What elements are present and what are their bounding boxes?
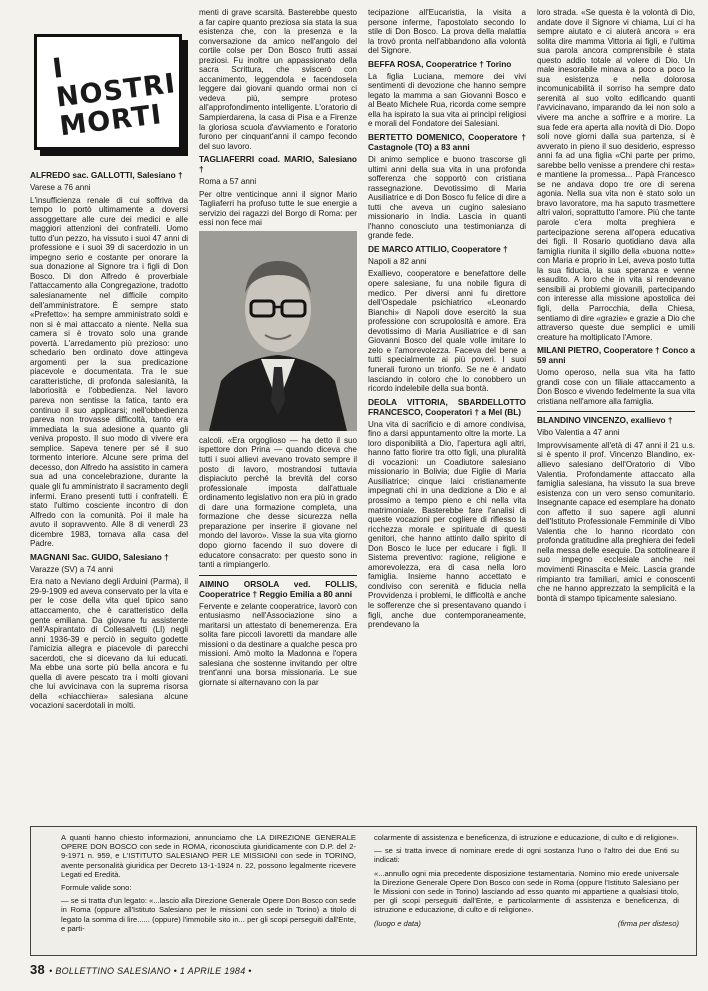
portrait-photo — [199, 231, 357, 431]
place-date-label: (luogo e data) — [374, 918, 421, 928]
column-divider — [199, 575, 357, 576]
obituary-heading: BEFFA ROSA, Cooperatrice † Torino — [368, 58, 512, 69]
legacy-formula-heading: Formule valide sono: — [61, 883, 132, 893]
column-2 — [199, 8, 357, 823]
obituary-text: Fervente e zelante cooperatrice, lavorò con entusiasmo nell'Associazione sino a maritarsi un attestato di benemerenza. Era solita fare piccoli lavoretti da mandare alle missioni o da destinare a qualche pesca pro missioni. Amò molto la Madonna e l'opera salesiana che sostenne invitando per oltre trent'anni una borsa missionaria. Le sue giornate si alternavano con la par — [199, 601, 357, 687]
publication-line: • BOLLETTINO SALESIANO • 1 APRILE 1984 • — [49, 966, 252, 976]
obituary-heading: DEOLA VITTORIA, SBARDELLOTTO FRANCESCO, Cooperatori † a Mel (BL) — [368, 396, 526, 417]
title-frame — [34, 34, 182, 150]
legacy-info-left — [61, 833, 356, 937]
column-1 — [30, 8, 188, 823]
section-title: I NOSTRI MORTI — [50, 52, 178, 143]
signature-label: (firma per disteso) — [617, 918, 679, 928]
obituary-text: Uomo operoso, nella sua vita ha fatto grandi cose con un filiale attaccamento a Don Bosco e vivendo fedelmente la sua vita cristiana nell'amore alla famiglia. — [537, 368, 695, 406]
obituary-heading: AIMINO ORSOLA ved. FOLLIS, Cooperatrice † Reggio Emilia a 80 anni — [199, 578, 357, 599]
obituary-heading: TAGLIAFERRI coad. MARIO, Salesiano † — [199, 154, 357, 175]
column-3 — [368, 8, 526, 823]
obituary-heading: BLANDINO VINCENZO, exallievo † — [537, 415, 673, 426]
obituary-heading: MAGNANI Sac. GUIDO, Salesiano † — [30, 551, 169, 562]
section-title-box — [30, 8, 188, 170]
obituary-place: Varese a 76 anni — [30, 183, 91, 192]
obituary-text: tecipazione all'Eucaristia, la visita a persone inferme, l'apostolato secondo lo stile di Don Bosco. La prova della malattia la trovò pronta nell'abbandono alla volontà del Signore. — [368, 8, 526, 56]
obituary-text: L'insufficienza renale di cui soffriva da tempo lo portò ultimamente a doversi assoggettare alle cure dei medici e alle maggiori attenzioni dei confratelli. Uomo tutto d'un pezzo, ha vissuto i suoi 47 anni di professione e i suoi 39 di sacerdozio in un impegno serio e costante per onorare la sua donazione al Signore tra i figli di Don Bosco. Di don Alfredo è proverbiale l'attaccamento alla Congregazione, tradotto salesianamente nel difficile compito dell'amministratore. È sempre stato «Prefetto»: ha sempre amministrato soldi e non si è mai attaccato a niente. Nella sua camera si è trovato solo una grande povertà. L'arredamento più prezioso: uno schedario ben ordinato dove attingeva argomenti per la sua predicazione piacevole e documentata. Tra le sue caratteristiche, di profonda salesianità, la laboriosità e l'obbedienza. Nel lavoro pareva non sentisse la fatica, tanto era continuo il suo applicarsi; nell'obbedienza pareva non trovasse difficoltà, tanto era immediata la sua adesione a quanto gli veniva proposto. Il suo modo di vivere era semplice. Sapeva tenere per sé il suo tormento interiore. Alcune sere prima del decesso, don Alfredo ha assistito in camera sua ad una concelebrazione, durante la quale gli fu amministrato il sacramento degli infermi. Erano presenti tutti i confratelli. È stato l'ultimo cosciente incontro di don Alfredo con la comunità. Poi il male ha avuto il sopravvento. Alle 8 di venerdì 23 dicembre 1983, tornava alla casa del Padre. — [30, 195, 188, 549]
obituary-place: Vibo Valentia a 47 anni — [537, 428, 620, 438]
obituary-text: Una vita di sacrificio e di amore condivisa, fino a darsi appuntamento oltre la morte. La loro disponibilità a Dio, l'apertura agli altri, hanno fatto fiorire tra otto figli, una pluralità di vocazioni: un Coadiutore salesiano missionario in Bolivia; due Figlie di Maria Ausiliatrice; cinque laici cristianamente impegnati chi in una dedizione a Dio e al prossimo a tempo pieno e chi nella vita matrimoniale. Basterebbe fare l'analisi di queste vocazioni per cogliere di riflesso la ricchezza morale e spirituale di questi genitori, che hanno attinto dallo spirito di Don Bosco le luce per educare i figli. Il Sistema preventivo: ragione, religione e amorevolezza, era di casa nella loro famiglia. Insieme hanno accettato e condiviso con serenità e fiducia nella Provvidenza i problemi, le difficoltà e anche le sofferenze che si presentavano quando i figli, anche due contemporaneamente, prendevano la — [368, 419, 526, 630]
legacy-intro: A quanti hanno chiesto informazioni, annunciamo che LA DIREZIONE GENERALE OPERE DON BOSCO con sede in ROMA, riconosciuta giuridicamente con D.P. del 2-9-1971 n. 959, e L'ISTITUTO SALESIANO PER LE MISSIONI con sede in TORINO, avente personalità giuridica per Decreto 13-1-1924 n. 22, possono legalmente ricevere Legati ed Eredità. — [61, 833, 356, 879]
obituary-text: Di animo semplice e buono trascorse gli ultimi anni della sua vita in una profonda sofferenza che sopportò con cristiana rassegnazione. Devotissimo di Maria Ausiliatrice e di Don Bosco fu felice di dire a tutti che aveva un cugino salesiano missionario in India. Lascia in quanti l'hanno conosciuto una testimonianza di grande fede. — [368, 155, 526, 241]
obituary-text: menti di grave scarsità. Basterebbe questo a far capire quanto preziosa sia stata la sua esistenza che, con la presenza e la conversazione da amico nell'angolo del cortile colse per Don Bosco frutti assai preziosi. Fu inoltre un appassionato della sacra Scrittura, che sviscerò con accanimento, leggendola e facendosela leggere dai giovani quando ormai non ci vedeva più, sempre proteso all'approfondimento intelligente. L'oratorio di Sampierdarena, la casa di Pisa e a Firenze la gloriosa scuola d'avviamento e l'oratorio furono per cinquant'anni il campo fecondo del suo lavoro. — [199, 8, 357, 151]
obituary-heading: MILANI PIETRO, Cooperatore † Conco a 59 anni — [537, 345, 695, 366]
obituary-heading: DE MARCO ATTILIO, Cooperatore † — [368, 243, 508, 254]
legacy-info-box — [30, 826, 697, 956]
column-1-content — [30, 170, 188, 711]
obituary-text: Per oltre venticinque anni il signor Mario Tagliaferri ha profuso tutte le sue energie a servizio dei ragazzi del Borgo di Roma: per essi non fece mai — [199, 189, 357, 228]
obituary-text: calcoli. «Era orgoglioso — ha detto il suo ispettore don Prina — quando diceva che tutti i suoi allievi avevano trovato sempre il posto di lavoro, mostrandosi tuttavia dispiaciuto perché la brevità del corso professionale imposta dall'attuale ordinamento legislativo non era più in grado di dare una formazione completa, una formazione che desse sicurezza nella preparazione per inserire il giovane nel mondo del lavoro». Visse la sua vita giorno dopo giorno facendo il suo dovere di educatore consacrato: per questo sono in tanti a rimpiangerlo. — [199, 435, 357, 570]
obituary-place: Roma a 57 anni — [199, 177, 257, 187]
page-footer — [30, 962, 252, 977]
legacy-heir-formula: «...annullo ogni mia precedente disposizione testamentaria. Nomino mio erede universale la Direzione Generale Opere Don Bosco con sede in Roma (oppure l'Istituto Salesiano per le Missioni con sede in Torino) lasciando ad esso quanto mi appartiene a qualsiasi titolo, per gli scopi perseguiti dall'Ente, e particolarmente di assistenza e beneficenza, di istruzione e educazione, di culto e di religione». — [374, 868, 679, 915]
obituary-heading: BERTETTO DOMENICO, Cooperatore † Castagnole (TO) a 83 anni — [368, 132, 526, 153]
legacy-info-right — [374, 833, 679, 930]
legacy-heir-intro: — se si tratta invece di nominare erede di ogni sostanza l'uno o l'altro dei due Enti su indicati: — [374, 846, 679, 865]
column-4 — [537, 8, 695, 823]
obituary-place: Napoli a 82 anni — [368, 256, 427, 266]
legacy-bequest-formula: — se si tratta d'un legato: «...lascio alla Direzione Generale Opere Don Bosco con sede in Roma (oppure all'Istituto Salesiano per le missioni con sede in Torino) a titolo di legato la somma di lire...... (oppure) l'immobile sito in... per gli scopi perseguiti dall'Ente, e parti- — [61, 896, 356, 933]
page-number: 38 — [30, 962, 46, 977]
obituary-text: La figlia Luciana, memore dei vivi sentimenti di devozione che hanno sempre legato la mamma a san Giovanni Bosco e al Beato Michele Rua, ricorda come sempre ella ha ispirato la sua vita ai principi religiosi e morali del Fondatore dei Salesiani. — [368, 71, 526, 129]
column-divider — [537, 411, 695, 412]
legacy-bequest-continued: colarmente di assistenza e beneficenza, di istruzione e educazione, di culto e di religione». — [374, 833, 679, 842]
portrait-image — [199, 231, 357, 431]
obituary-text: loro strada. «Se questa è la volontà di Dio, andate dove il Signore vi chiama, Lui ci ha sempre aiutato e ci aiuterà ancora » era solita dire mamma Vittoria ai figli, e l'ultima sua parola ancora comprensibile è stata questo addio totale al volere di Dio. Un male inesorabile minava a poco a poco la sua esistenza e nella dolorosa incomunicabilità il sorriso ha sempre dato serenità al suo volto edificando quanti l'avvicinavano, imparando da lei non solo a vivere ma anche a soffrire e a morire. La sua fede era aperta alla novità di Dio. Dopo soli nove giorni dalla sua partenza, si è avverato in pieno il suo desiderio, espresso anni fa ad una figlia «Chi parte per primo, sarebbe bello venisse a prendere chi resta» e mantiene la promessa... Papà Francesco se ne andava dopo tre ore di serena agonia. Nella sua vita non è stato solo un bravo lavoratore, ma ha saputo trasmettere altri valori, soprattutto l'amore. Più che tante parole c'era molta preghiera e partecipazione serena all'opera educativa dei figli. Il Rosario quotidiano dava alla famiglia riunita il sigillo della «buona notte» con Maria e proprio in Lei, aveva posto tutta la sua fiducia, la sua speranza e venne esaudito. A loro che in vita si rendevano sensibili ai problemi giovanili, partecipando con interesse alla missione apostolica dei figli, della Parrocchia, della Chiesa, sentiamo di dire «grazie» e grazie a Dio che attraverso queste due semplici e umili creature ha moltiplicato l'Amore. — [537, 8, 695, 342]
obituary-text: Exallievo, cooperatore e benefattore delle opere salesiane, fu una nobile figura di medico. Per diversi anni fu direttore dell'Ospedale psichiatrico «Leonardo Bianchi» di Napoli dove esercitò la sua professione con scrupolosità e amore. Era devotissimo di Maria Ausiliatrice e di san Giovanni Bosco del quale volle imitare lo zelo e l'amorevolezza. Faceva del bene a tutti specialmente ai più poveri. I suoi funerali furono un trionfo. Se ne è andato lasciando in coloro che lo conobbero un ricordo indelebile della sua bontà. — [368, 269, 526, 394]
obituary-place: Varazze (SV) a 74 anni — [30, 564, 114, 574]
obituary-text: Improvvisamente all'età di 47 anni il 21 u.s. si è spento il prof. Vincenzo Blandino, ex-allievo salesiano dell'Oratorio di Vibo Valentia. Profondamente attaccato alla famiglia salesiana, ha vissuto la sua breve esistenza con un vero senso comunitario. Insegnante capace ed esemplare ha donato con affetto il suo sapere agli alunni dell'Istituto Professionale Femminile di Vibo Valentia che lo hanno ricordato con profonda gratitudine alla preghiera dei fedeli nella messa delle esequie. Da sottolineare il suo impegno ecclesiale anche nei movimenti Rinascita e Meic. Lascia grande rimpianto tra familiari, amici e conoscenti che ne hanno apprezzato la semplicità e la bontà di stampo tipicamente salesiano. — [537, 440, 695, 603]
obituary-text: Era nato a Neviano degli Arduini (Parma), il 29-9-1909 ed aveva conservato per la vita e per le cose della vita quel tipico sano attaccamento, che è caratteristico della gente emiliana. Da giovane fu assistente nell'Aspirantato di Collesalvetti (LI) negli anni 1936-39 e perciò in seguito godette l'amicizia allegra e piacevole di parecchi sacerdoti, che si dicevano da lui educati. Ma ebbe una sorte più bella ancora e fu quella di avere pescato tra i molti giovani che lui avvicinava con la suprema risorsa della «chiacchiera» salesiana alcune vocazioni sacerdotali in molti. — [30, 577, 188, 711]
obituary-heading: ALFREDO sac. GALLOTTI, Salesiano † — [30, 170, 183, 180]
